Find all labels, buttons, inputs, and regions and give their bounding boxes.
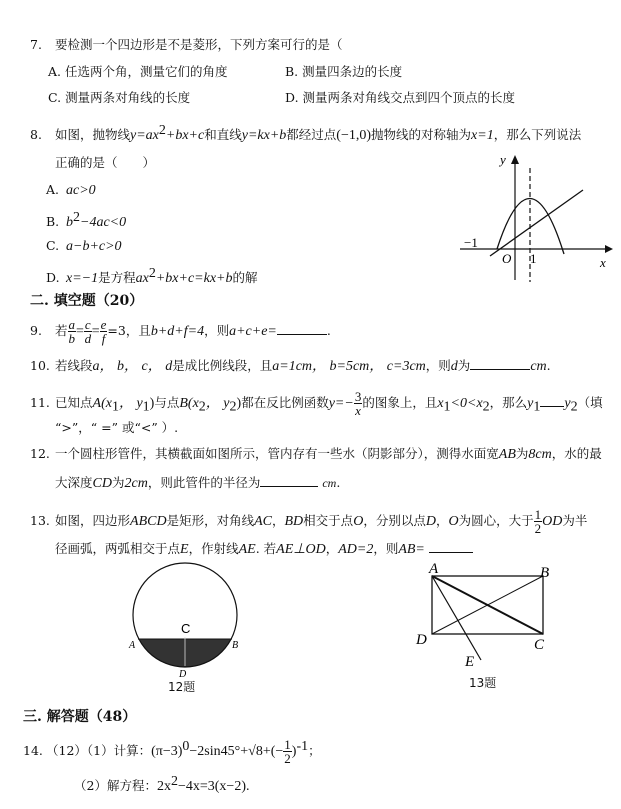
label-C: C — [534, 637, 545, 653]
denominator: b — [68, 331, 76, 346]
q8-parabola-figure — [455, 150, 615, 285]
text: . 若 — [255, 541, 277, 556]
text: 都在反比例函数 — [241, 395, 329, 410]
label-A: A — [129, 640, 136, 651]
text: . — [336, 475, 341, 490]
text: ，作射线 — [188, 541, 239, 556]
q7-option-c — [48, 90, 190, 106]
math: AE⊥OD — [276, 542, 326, 557]
q12-answer-blank[interactable] — [260, 474, 318, 487]
label-B: B — [232, 640, 239, 651]
q8-stem: 8. 如图，抛物线$y=ax^2+bx+c$和直线y=kx+b都经过点(−1,0)抛物线的对称轴为x=1，那么下列说法 — [30, 123, 582, 144]
q11-answer-blank[interactable] — [540, 394, 564, 407]
text: 相交于点 — [303, 513, 354, 528]
q8-stem-line2: 正确的是（ ） — [55, 155, 156, 170]
q12-line2 — [55, 474, 340, 492]
math: y=− — [328, 396, 354, 411]
option-text: 测量四条边的长度 — [302, 64, 403, 79]
text: ，水的最 — [551, 446, 602, 461]
text: 一个圆柱形管件，其横截面如图所示，管内存有一些水（阴影部分），测得水面宽 — [55, 446, 499, 461]
math: a+c+e= — [229, 324, 277, 339]
text: 如图，抛物线 — [55, 127, 131, 143]
figure-12-pipe — [130, 560, 240, 690]
text: ，那么 — [489, 395, 528, 410]
x-axis-arrow-icon — [605, 245, 613, 253]
label-C: C — [181, 621, 191, 636]
math: AE — [238, 542, 256, 557]
math: y=kx+b — [241, 128, 287, 144]
math: 8cm — [528, 447, 552, 462]
text: ，则此管件的半径为 — [147, 475, 261, 490]
option-label: C. — [46, 238, 60, 253]
numerator: a — [68, 317, 76, 332]
q10-answer-blank[interactable] — [470, 357, 530, 370]
text: 为 — [515, 446, 529, 461]
text: （填 — [577, 395, 603, 410]
text: ，则 — [425, 358, 451, 373]
text: 径画弧，两弧相交于点 — [55, 541, 181, 556]
text: =3， — [107, 323, 139, 338]
q7-stem — [30, 37, 343, 53]
math: 2cm — [124, 476, 148, 491]
section-2-title: 二. 填空题（20） — [30, 293, 144, 309]
math: x — [437, 396, 444, 411]
option-expr: b — [66, 215, 73, 231]
math: +bx+c — [165, 128, 205, 144]
math: ) — [236, 396, 242, 411]
text: 是成比例线段，且 — [172, 358, 273, 373]
q12-number: 12. — [30, 446, 50, 461]
one-label: 1 — [530, 251, 537, 266]
label-B: B — [540, 565, 550, 581]
text: 为 — [111, 475, 125, 490]
denominator: 2 — [534, 521, 542, 536]
q8-option-b: B. $b^2-4ac<0$ — [46, 210, 127, 231]
q9-number: 9. — [30, 323, 42, 338]
figure-13-rectangle — [410, 560, 560, 672]
math: −4x=3(x−2). — [177, 779, 250, 795]
option-label: A. — [48, 64, 62, 79]
math: d — [450, 359, 458, 374]
text: . — [326, 323, 331, 338]
math: ， y — [205, 396, 230, 411]
figure-13-caption: 13题 — [469, 676, 497, 690]
text: ， — [271, 513, 285, 528]
fraction-half — [283, 738, 292, 765]
label-D: D — [416, 632, 427, 648]
text: 都经过点 — [286, 127, 337, 143]
numerator: e — [100, 317, 107, 332]
section-3-title: 三. 解答题（48） — [23, 709, 137, 725]
numerator: 1 — [534, 507, 542, 522]
label-E: E — [465, 654, 475, 670]
option-expr: −4ac<0 — [80, 215, 127, 231]
q8-option-d: D. x=−1是方程$ax^2+bx+c=kx+b$的解 — [46, 266, 258, 287]
math: y — [527, 396, 534, 411]
fraction-half — [534, 508, 543, 535]
math: 2 — [170, 774, 178, 789]
math: <0<x — [450, 396, 483, 411]
numerator: 3 — [354, 389, 362, 404]
text: ，则 — [373, 541, 399, 556]
q8-number: 8. — [30, 127, 42, 143]
figure-12-caption: 12题 — [168, 680, 196, 694]
option-expr: ac>0 — [66, 183, 96, 198]
math: E — [180, 542, 189, 557]
option-text: 测量两条对角线的长度 — [65, 90, 191, 105]
math: (π−3) — [151, 744, 183, 759]
q13-line1 — [30, 508, 587, 535]
math: AD=2 — [338, 542, 374, 557]
q7-number: 7. — [30, 37, 42, 52]
math: −2sin45°+√8+(− — [189, 744, 284, 759]
math: ， y — [118, 396, 143, 411]
text: 和直线 — [204, 127, 242, 143]
option-label: B. — [46, 214, 60, 230]
option-label: B. — [285, 64, 299, 79]
math: ABCD — [130, 514, 167, 529]
option-label: A. — [46, 182, 60, 197]
numerator: c — [84, 317, 91, 332]
label-A: A — [429, 561, 439, 577]
text: 已知点 — [55, 395, 93, 410]
text: 为半 — [562, 513, 588, 528]
q11: 11. 已知点$A(x_1$， $y_1$)与点$B(x_2$， $y_2$)都在反比例函数y=− $\frac{3}{x}$ 的图象上，且$x_1<0<x_2$，那么$y_1$ $y_2$（填 — [30, 389, 603, 418]
math: CD — [92, 476, 112, 491]
math: B(x — [179, 396, 199, 411]
text: ， — [325, 541, 339, 556]
option-expr: a−b+c>0 — [66, 239, 122, 254]
text: ，分别以点 — [363, 513, 426, 528]
q11-number: 11. — [30, 395, 50, 410]
text: 且 — [138, 323, 151, 338]
option-label: C. — [48, 90, 62, 105]
math: AB= — [398, 542, 425, 557]
math: A(x — [92, 396, 112, 411]
denominator: x — [355, 403, 361, 418]
text: 与点 — [154, 395, 180, 410]
x-label: x — [600, 255, 606, 270]
math: -1 — [296, 738, 309, 754]
q8-option-a — [46, 182, 96, 199]
option-label: D. — [285, 90, 299, 105]
straight-line — [490, 190, 583, 256]
option-label: D. — [46, 270, 60, 286]
math: 0 — [182, 738, 190, 754]
text: 若线段 — [55, 358, 93, 373]
math: BD — [284, 514, 304, 529]
fraction-c-d — [84, 318, 92, 345]
text: 大深度 — [55, 475, 93, 490]
math: D — [425, 514, 436, 529]
text: 抛物线的对称轴为 — [371, 127, 472, 143]
math: AC — [254, 514, 272, 529]
text: . — [546, 358, 551, 373]
text: （12）（1）计算： — [46, 743, 152, 758]
math: y — [564, 396, 571, 411]
denominator: d — [84, 331, 92, 346]
math: x=1 — [471, 128, 494, 144]
math: a， b， c， d — [92, 359, 173, 374]
q10 — [30, 357, 551, 375]
math: O — [353, 514, 364, 529]
option-expr: +bx+c=kx+b — [155, 271, 233, 287]
q8-option-c — [46, 238, 122, 255]
text: 的图象上，且 — [362, 395, 438, 410]
q14-number: 14. — [23, 743, 43, 758]
option-text: 任选两个角，测量它们的角度 — [65, 64, 228, 79]
math: ) — [149, 396, 155, 411]
text: 如图，四边形 — [55, 513, 131, 528]
q9: 9. 若 $\frac{a}{b}$ = $\frac{c}{d}$ = $\frac{e}{f}$ =3，且b+d+f=4，则a+c+e= . — [30, 317, 331, 346]
q10-number: 10. — [30, 358, 50, 373]
math: (−1,0) — [336, 128, 372, 144]
text: 若 — [55, 323, 68, 338]
math: OD — [542, 514, 563, 529]
q7-option-d — [285, 90, 515, 106]
denominator: 2 — [284, 751, 291, 766]
text: 为 — [457, 358, 471, 373]
origin-label: O — [502, 251, 512, 266]
math: b+d+f=4 — [150, 324, 205, 339]
q12-line1 — [30, 446, 602, 463]
math: 2x — [156, 779, 171, 795]
math: O — [448, 514, 459, 529]
y-axis-arrow-icon — [511, 155, 519, 164]
q14-part2 — [74, 774, 249, 795]
option-text: 测量两条对角线交点到四个顶点的长度 — [302, 90, 516, 105]
unit: cm — [322, 476, 337, 490]
math: ) — [291, 744, 297, 759]
text: ，则 — [204, 323, 230, 338]
neg-one-label: −1 — [464, 235, 478, 250]
text: （2）解方程： — [74, 778, 157, 794]
q13-number: 13. — [30, 513, 50, 528]
text: ， — [435, 513, 449, 528]
q7-text: 要检测一个四边形是不是菱形，下列方案可行的是（ — [55, 37, 343, 52]
text: ，那么下列说法 — [493, 127, 582, 143]
option-expr: ax — [135, 271, 149, 287]
label-D: D — [179, 669, 187, 680]
q14-part1 — [23, 738, 321, 765]
math: y=ax — [130, 128, 159, 144]
option-text: 的解 — [232, 270, 258, 286]
text: 是矩形，对角线 — [166, 513, 255, 528]
q13-line2 — [55, 540, 473, 558]
math: a=1cm， b=5cm， c=3cm — [272, 359, 426, 374]
option-expr: x=−1 — [66, 271, 99, 287]
q7-option-a — [48, 64, 228, 80]
fraction-a-b — [68, 318, 77, 345]
q11-line2: “>”，“ =” 或“<” ）. — [55, 420, 179, 435]
q7-option-b — [285, 64, 402, 80]
option-text: 是方程 — [98, 270, 136, 286]
y-label: y — [500, 152, 506, 167]
q13-answer-blank[interactable] — [429, 540, 473, 553]
denominator: f — [101, 331, 106, 346]
text: 为圆心，大于 — [458, 513, 534, 528]
numerator: 1 — [284, 737, 291, 752]
math: AB — [498, 447, 516, 462]
text: ； — [308, 743, 321, 758]
unit: cm — [530, 359, 547, 374]
q9-answer-blank[interactable] — [277, 322, 327, 335]
